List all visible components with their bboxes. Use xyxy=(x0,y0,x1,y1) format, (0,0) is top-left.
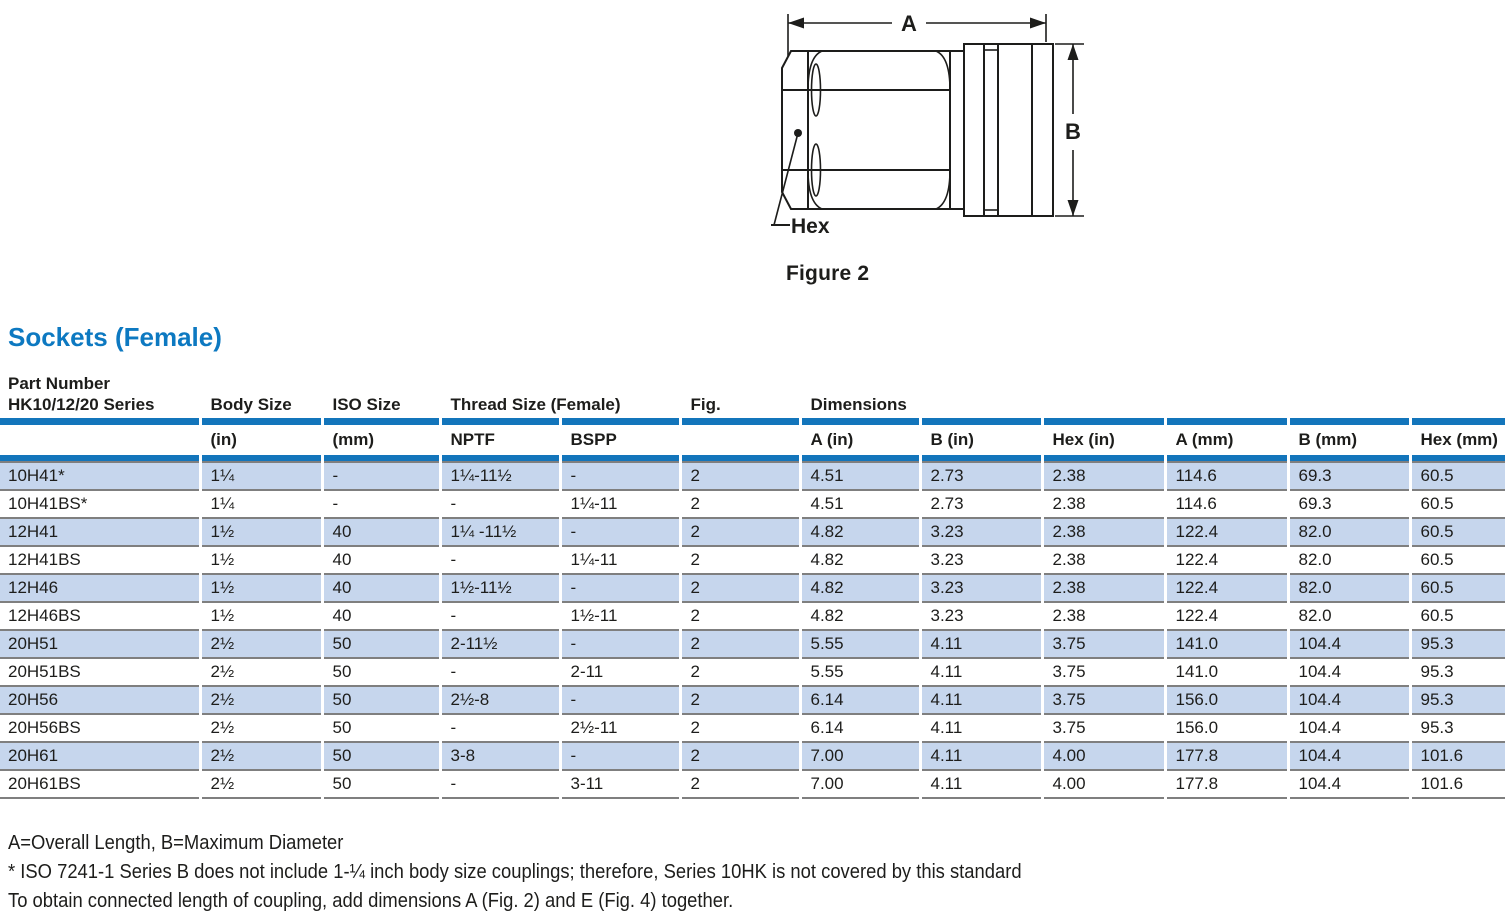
value-cell: 60.5 xyxy=(1410,546,1505,574)
value-cell: 2 xyxy=(680,658,800,686)
value-cell: 1½-11½ xyxy=(440,574,560,602)
value-cell: 2.38 xyxy=(1042,490,1165,518)
value-cell: - xyxy=(322,462,440,490)
value-cell: 2 xyxy=(680,602,800,630)
value-cell: 3-8 xyxy=(440,742,560,770)
value-cell: 2.38 xyxy=(1042,546,1165,574)
column-header-iso-size: ISO Size xyxy=(322,366,440,418)
value-cell: - xyxy=(440,490,560,518)
value-cell: 6.14 xyxy=(800,714,920,742)
value-cell: - xyxy=(560,574,680,602)
value-cell: 50 xyxy=(322,742,440,770)
value-cell: 4.11 xyxy=(920,630,1042,658)
value-cell: 2.38 xyxy=(1042,462,1165,490)
part-number-cell: 20H61BS xyxy=(0,770,200,798)
part-number-cell: 12H41BS xyxy=(0,546,200,574)
value-cell: 4.51 xyxy=(800,490,920,518)
value-cell: 82.0 xyxy=(1288,546,1410,574)
value-cell: 1¼ -11½ xyxy=(440,518,560,546)
value-cell: - xyxy=(560,686,680,714)
sockets-table-wrap xyxy=(0,366,1505,799)
value-cell: 2½ xyxy=(200,770,322,798)
figure-caption: Figure 2 xyxy=(786,262,870,285)
subheader-a-mm: A (mm) xyxy=(1165,425,1288,455)
value-cell: 114.6 xyxy=(1165,462,1288,490)
value-cell: 101.6 xyxy=(1410,770,1505,798)
part-number-label-line1: Part Number xyxy=(8,374,111,393)
value-cell: 4.11 xyxy=(920,742,1042,770)
value-cell: 101.6 xyxy=(1410,742,1505,770)
value-cell: 122.4 xyxy=(1165,546,1288,574)
value-cell: 69.3 xyxy=(1288,462,1410,490)
value-cell: 2.38 xyxy=(1042,602,1165,630)
value-cell: 1½ xyxy=(200,602,322,630)
value-cell: 141.0 xyxy=(1165,630,1288,658)
value-cell: 2 xyxy=(680,742,800,770)
value-cell: 177.8 xyxy=(1165,742,1288,770)
table-subheader-row xyxy=(0,425,1505,455)
value-cell: 141.0 xyxy=(1165,658,1288,686)
value-cell: 2½ xyxy=(200,630,322,658)
table-row xyxy=(0,518,1505,546)
value-cell: 4.00 xyxy=(1042,742,1165,770)
value-cell: - xyxy=(440,546,560,574)
table-row xyxy=(0,770,1505,798)
value-cell: 2 xyxy=(680,686,800,714)
table-row xyxy=(0,714,1505,742)
value-cell: 1¼ xyxy=(200,490,322,518)
value-cell: 1½ xyxy=(200,574,322,602)
value-cell: - xyxy=(440,714,560,742)
value-cell: 1¼-11 xyxy=(560,546,680,574)
blue-separator-bar xyxy=(0,418,1505,425)
value-cell: 1½-11 xyxy=(560,602,680,630)
value-cell: 60.5 xyxy=(1410,602,1505,630)
subheader-a-in: A (in) xyxy=(800,425,920,455)
value-cell: 3.23 xyxy=(920,602,1042,630)
section-title: Sockets (Female) xyxy=(8,322,222,352)
value-cell: 4.11 xyxy=(920,686,1042,714)
part-number-label-line2: HK10/12/20 Series xyxy=(8,395,155,414)
part-number-cell: 20H56 xyxy=(0,686,200,714)
value-cell: 2.38 xyxy=(1042,574,1165,602)
value-cell: 4.11 xyxy=(920,714,1042,742)
part-number-cell: 12H41 xyxy=(0,518,200,546)
value-cell: 2½-8 xyxy=(440,686,560,714)
value-cell: 50 xyxy=(322,770,440,798)
blue-separator-bar xyxy=(0,455,1505,462)
value-cell: 50 xyxy=(322,630,440,658)
value-cell: 4.82 xyxy=(800,574,920,602)
value-cell: 4.11 xyxy=(920,770,1042,798)
value-cell: 95.3 xyxy=(1410,630,1505,658)
column-header-thread-size: Thread Size (Female) xyxy=(440,366,680,418)
value-cell: 60.5 xyxy=(1410,518,1505,546)
subheader-nptf: NPTF xyxy=(440,425,560,455)
value-cell: 7.00 xyxy=(800,770,920,798)
value-cell: 82.0 xyxy=(1288,518,1410,546)
value-cell: 5.55 xyxy=(800,630,920,658)
value-cell: 3.23 xyxy=(920,574,1042,602)
value-cell: 60.5 xyxy=(1410,490,1505,518)
part-number-cell: 12H46BS xyxy=(0,602,200,630)
value-cell: 95.3 xyxy=(1410,658,1505,686)
coupling-drawing xyxy=(768,6,1102,246)
value-cell: 4.82 xyxy=(800,518,920,546)
value-cell: 1½ xyxy=(200,518,322,546)
value-cell: 95.3 xyxy=(1410,686,1505,714)
value-cell: 82.0 xyxy=(1288,574,1410,602)
value-cell: 177.8 xyxy=(1165,770,1288,798)
value-cell: 40 xyxy=(322,518,440,546)
value-cell: 40 xyxy=(322,574,440,602)
subheader-hex-in: Hex (in) xyxy=(1042,425,1165,455)
hex-label: Hex xyxy=(791,215,830,238)
value-cell: 60.5 xyxy=(1410,574,1505,602)
table-row xyxy=(0,602,1505,630)
footnotes xyxy=(8,829,1110,916)
value-cell: - xyxy=(322,490,440,518)
value-cell: - xyxy=(440,658,560,686)
table-row xyxy=(0,658,1505,686)
part-number-cell: 12H46 xyxy=(0,574,200,602)
value-cell: - xyxy=(560,518,680,546)
value-cell: 4.11 xyxy=(920,658,1042,686)
table-row xyxy=(0,686,1505,714)
value-cell: 7.00 xyxy=(800,742,920,770)
part-number-cell: 10H41* xyxy=(0,462,200,490)
table-body xyxy=(0,462,1505,798)
value-cell: 1½ xyxy=(200,546,322,574)
table-header-row xyxy=(0,366,1505,418)
value-cell: 122.4 xyxy=(1165,574,1288,602)
value-cell: 2.73 xyxy=(920,462,1042,490)
value-cell: 2 xyxy=(680,714,800,742)
figure-2 xyxy=(768,6,1102,286)
note-line: * ISO 7241-1 Series B does not include 1-¼ inch body size couplings; therefore, Series 10HK is not covered by this standard xyxy=(8,861,1022,883)
table-row xyxy=(0,630,1505,658)
value-cell: 2 xyxy=(680,490,800,518)
table-row xyxy=(0,462,1505,490)
column-header-body-size: Body Size xyxy=(200,366,322,418)
value-cell: 2 xyxy=(680,546,800,574)
value-cell: 3.75 xyxy=(1042,630,1165,658)
value-cell: 104.4 xyxy=(1288,770,1410,798)
value-cell: 104.4 xyxy=(1288,630,1410,658)
value-cell: 104.4 xyxy=(1288,714,1410,742)
subheader-blank xyxy=(0,425,200,455)
value-cell: 104.4 xyxy=(1288,686,1410,714)
value-cell: 2 xyxy=(680,462,800,490)
value-cell: 2.38 xyxy=(1042,518,1165,546)
value-cell: 122.4 xyxy=(1165,602,1288,630)
value-cell: 156.0 xyxy=(1165,686,1288,714)
column-header-dimensions: Dimensions xyxy=(800,366,1505,418)
note-line: A=Overall Length, B=Maximum Diameter xyxy=(8,832,344,854)
subheader-iso-mm: (mm) xyxy=(322,425,440,455)
column-header-part-number xyxy=(0,366,200,418)
value-cell: 156.0 xyxy=(1165,714,1288,742)
column-header-fig: Fig. xyxy=(680,366,800,418)
value-cell: 1¼ xyxy=(200,462,322,490)
dimension-label-b: B xyxy=(1065,119,1081,144)
value-cell: 2 xyxy=(680,574,800,602)
value-cell: 1¼-11 xyxy=(560,490,680,518)
subheader-blank xyxy=(680,425,800,455)
subheader-bspp: BSPP xyxy=(560,425,680,455)
value-cell: 69.3 xyxy=(1288,490,1410,518)
subheader-body-in: (in) xyxy=(200,425,322,455)
value-cell: 3-11 xyxy=(560,770,680,798)
value-cell: 3.23 xyxy=(920,546,1042,574)
value-cell: 60.5 xyxy=(1410,462,1505,490)
value-cell: 2 xyxy=(680,630,800,658)
value-cell: 2-11 xyxy=(560,658,680,686)
value-cell: 3.75 xyxy=(1042,686,1165,714)
value-cell: - xyxy=(560,462,680,490)
value-cell: - xyxy=(440,602,560,630)
value-cell: 104.4 xyxy=(1288,658,1410,686)
value-cell: 4.00 xyxy=(1042,770,1165,798)
value-cell: 4.82 xyxy=(800,546,920,574)
value-cell: 104.4 xyxy=(1288,742,1410,770)
value-cell: - xyxy=(560,742,680,770)
value-cell: 2½ xyxy=(200,742,322,770)
value-cell: 50 xyxy=(322,658,440,686)
value-cell: 5.55 xyxy=(800,658,920,686)
value-cell: 82.0 xyxy=(1288,602,1410,630)
value-cell: 4.51 xyxy=(800,462,920,490)
value-cell: 2½-11 xyxy=(560,714,680,742)
part-number-cell: 20H51BS xyxy=(0,658,200,686)
value-cell: 2½ xyxy=(200,686,322,714)
value-cell: 2.73 xyxy=(920,490,1042,518)
value-cell: 4.82 xyxy=(800,602,920,630)
subheader-b-mm: B (mm) xyxy=(1288,425,1410,455)
sockets-table xyxy=(0,366,1505,799)
dimension-label-a: A xyxy=(901,11,917,36)
value-cell: 3.75 xyxy=(1042,658,1165,686)
part-number-cell: 10H41BS* xyxy=(0,490,200,518)
value-cell: 40 xyxy=(322,546,440,574)
part-number-cell: 20H56BS xyxy=(0,714,200,742)
value-cell: 50 xyxy=(322,714,440,742)
value-cell: 114.6 xyxy=(1165,490,1288,518)
value-cell: 2-11½ xyxy=(440,630,560,658)
table-row xyxy=(0,546,1505,574)
subheader-hex-mm: Hex (mm) xyxy=(1410,425,1505,455)
value-cell: 2½ xyxy=(200,658,322,686)
value-cell: 95.3 xyxy=(1410,714,1505,742)
value-cell: - xyxy=(560,630,680,658)
value-cell: - xyxy=(440,770,560,798)
value-cell: 3.75 xyxy=(1042,714,1165,742)
value-cell: 3.23 xyxy=(920,518,1042,546)
value-cell: 122.4 xyxy=(1165,518,1288,546)
table-row xyxy=(0,742,1505,770)
value-cell: 2½ xyxy=(200,714,322,742)
value-cell: 1¼-11½ xyxy=(440,462,560,490)
value-cell: 6.14 xyxy=(800,686,920,714)
value-cell: 40 xyxy=(322,602,440,630)
part-number-cell: 20H51 xyxy=(0,630,200,658)
note-line: To obtain connected length of coupling, add dimensions A (Fig. 2) and E (Fig. 4) together. xyxy=(8,890,734,912)
part-number-cell: 20H61 xyxy=(0,742,200,770)
table-row xyxy=(0,574,1505,602)
value-cell: 2 xyxy=(680,770,800,798)
value-cell: 2 xyxy=(680,518,800,546)
table-row xyxy=(0,490,1505,518)
value-cell: 50 xyxy=(322,686,440,714)
subheader-b-in: B (in) xyxy=(920,425,1042,455)
